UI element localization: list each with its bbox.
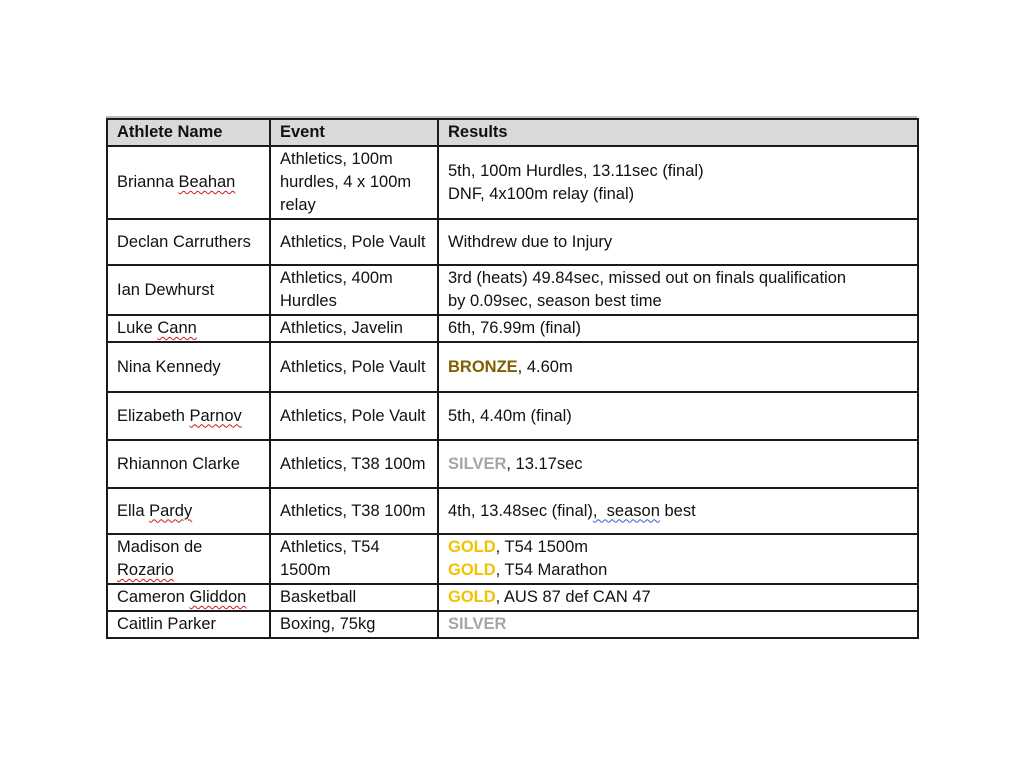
results-cell (438, 488, 918, 534)
event-cell: Athletics, T38 100m (270, 488, 438, 534)
result-line: 5th, 4.40m (final) (448, 406, 572, 425)
result-line: BRONZE, 4.60m (448, 357, 573, 376)
table-row (107, 315, 918, 342)
event-cell: Athletics, Javelin (270, 315, 438, 342)
grammar-flag: , season (592, 501, 660, 520)
event-cell: Athletics, Pole Vault (270, 342, 438, 392)
athlete-name-cell: Ella Pardy (107, 488, 270, 534)
athlete-name-cell: Rhiannon Clarke (107, 440, 270, 488)
results-cell (438, 342, 918, 392)
gold-medal-label: GOLD (448, 561, 496, 579)
result-line: 4th, 13.48sec (final), season best (448, 501, 696, 520)
table-row (107, 440, 918, 488)
results-cell (438, 315, 918, 342)
athlete-surname: Parnov (189, 406, 242, 425)
result-line: GOLD, T54 Marathon (448, 561, 608, 579)
table-row (107, 584, 918, 611)
silver-medal-label: SILVER (448, 454, 507, 473)
table-row (107, 488, 918, 534)
result-line: GOLD, T54 1500m (448, 538, 589, 556)
results-cell (438, 392, 918, 440)
results-cell (438, 584, 918, 611)
table-row (107, 146, 918, 219)
athlete-name-cell: Madison de Rozario (107, 534, 270, 584)
result-line: 5th, 100m Hurdles, 13.11sec (final) (448, 161, 704, 180)
gold-medal-label: GOLD (448, 588, 496, 606)
table-row (107, 219, 918, 265)
result-line: SILVER, 13.17sec (448, 454, 583, 473)
results-table (106, 118, 919, 639)
event-cell: Athletics, Pole Vault (270, 392, 438, 440)
result-line: Withdrew due to Injury (448, 232, 613, 251)
athlete-surname: Gliddon (189, 588, 247, 606)
results-cell (438, 611, 918, 638)
athlete-name-cell: Declan Carruthers (107, 219, 270, 265)
result-line: 6th, 76.99m (final) (448, 319, 581, 337)
table-row (107, 342, 918, 392)
athlete-surname: Pardy (149, 501, 193, 520)
event-cell: Basketball (270, 584, 438, 611)
athlete-surname: Cann (157, 319, 197, 337)
bronze-medal-label: BRONZE (448, 357, 518, 376)
header-results: Results (438, 119, 918, 146)
table-row (107, 534, 918, 584)
results-cell (438, 534, 918, 584)
athlete-surname: Rozario (117, 561, 174, 579)
athlete-name-cell: Caitlin Parker (107, 611, 270, 638)
event-cell: Athletics, 400m Hurdles (270, 265, 438, 315)
event-cell: Boxing, 75kg (270, 611, 438, 638)
table-row (107, 611, 918, 638)
header-event: Event (270, 119, 438, 146)
athlete-surname: Beahan (178, 173, 236, 191)
header-row (107, 119, 918, 146)
results-cell (438, 265, 918, 315)
gold-medal-label: GOLD (448, 538, 496, 556)
athlete-name-cell: Nina Kennedy (107, 342, 270, 392)
result-line: by 0.09sec, season best time (448, 292, 662, 310)
athlete-name-cell: Luke Cann (107, 315, 270, 342)
event-cell: Athletics, T38 100m (270, 440, 438, 488)
athlete-name-cell: Elizabeth Parnov (107, 392, 270, 440)
athlete-name-cell: Brianna Beahan (107, 146, 270, 219)
event-cell: Athletics, Pole Vault (270, 219, 438, 265)
result-line (448, 613, 908, 636)
header-athlete-name: Athlete Name (107, 119, 270, 146)
results-cell (438, 146, 918, 219)
result-line: 3rd (heats) 49.84sec, missed out on finals qualification (448, 269, 847, 287)
athlete-name-cell: Ian Dewhurst (107, 265, 270, 315)
athlete-name-cell: Cameron Gliddon (107, 584, 270, 611)
results-cell (438, 440, 918, 488)
table-row (107, 265, 918, 315)
results-cell (438, 219, 918, 265)
result-line: DNF, 4x100m relay (final) (448, 184, 635, 203)
result-line: GOLD, AUS 87 def CAN 47 (448, 588, 651, 606)
table-row (107, 392, 918, 440)
silver-medal-label: SILVER (448, 615, 507, 633)
event-cell: Athletics, T54 1500m (270, 534, 438, 584)
event-cell: Athletics, 100m hurdles, 4 x 100m relay (270, 146, 438, 219)
